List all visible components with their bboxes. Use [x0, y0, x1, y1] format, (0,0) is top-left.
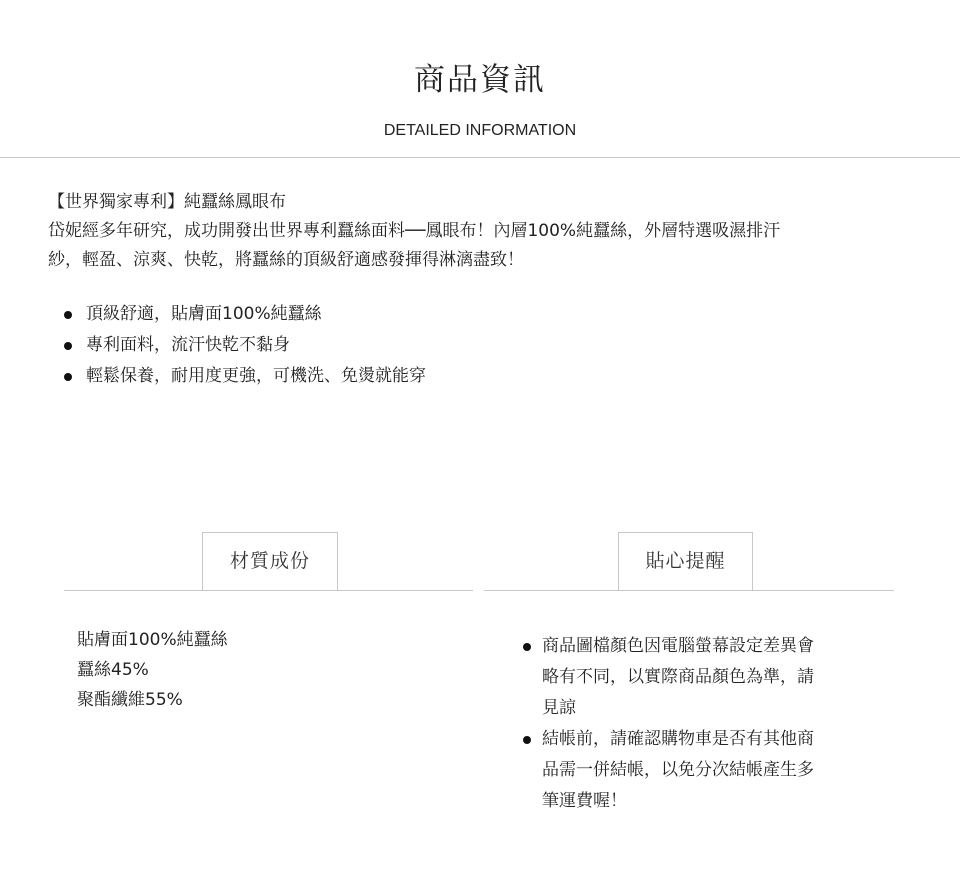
- page-title: 商品資訊: [414, 62, 546, 98]
- tab-reminder: 貼心提醒: [618, 532, 753, 591]
- feature-item: 頂級舒適，貼膚面100%純蠶絲: [48, 299, 426, 330]
- reminder-line: 見諒: [542, 698, 576, 718]
- section-header: [0, 0, 960, 158]
- reminder-line: 品需一併結帳，以免分次結帳產生多: [542, 760, 814, 780]
- reminder-item: [506, 631, 862, 724]
- reminder-line: 筆運費喔！: [542, 791, 627, 811]
- reminder-line: 商品圖檔顏色因電腦螢幕設定差異會: [542, 636, 814, 656]
- reminder-list: [506, 631, 862, 817]
- material-divider: [64, 590, 473, 591]
- material-item: 聚酯纖維55%: [77, 690, 183, 710]
- description-headline: 【世界獨家專利】純蠶絲鳳眼布: [48, 192, 286, 212]
- description-line: 岱妮經多年研究，成功開發出世界專利蠶絲面料──鳳眼布！內層100%純蠶絲，外層特選吸濕排汗: [48, 221, 781, 241]
- reminder-line: 略有不同，以實際商品顏色為準，請: [542, 667, 814, 687]
- reminder-divider: [484, 590, 894, 591]
- feature-item: 專利面料，流汗快乾不黏身: [48, 330, 426, 361]
- feature-item: 輕鬆保養，耐用度更強，可機洗、免燙就能穿: [48, 361, 426, 392]
- material-item: 貼膚面100%純蠶絲: [77, 630, 228, 650]
- material-list: [77, 625, 228, 715]
- reminder-item: [506, 724, 862, 817]
- reminder-line: 結帳前，請確認購物車是否有其他商: [542, 729, 814, 749]
- page-subtitle: DETAILED INFORMATION: [383, 122, 577, 139]
- tab-material: 材質成份: [202, 532, 338, 591]
- description-line: 紗，輕盈、涼爽、快乾，將蠶絲的頂級舒適感發揮得淋漓盡致！: [48, 250, 524, 270]
- product-description: [48, 188, 908, 275]
- feature-list: [48, 299, 426, 392]
- material-item: 蠶絲45%: [77, 660, 149, 680]
